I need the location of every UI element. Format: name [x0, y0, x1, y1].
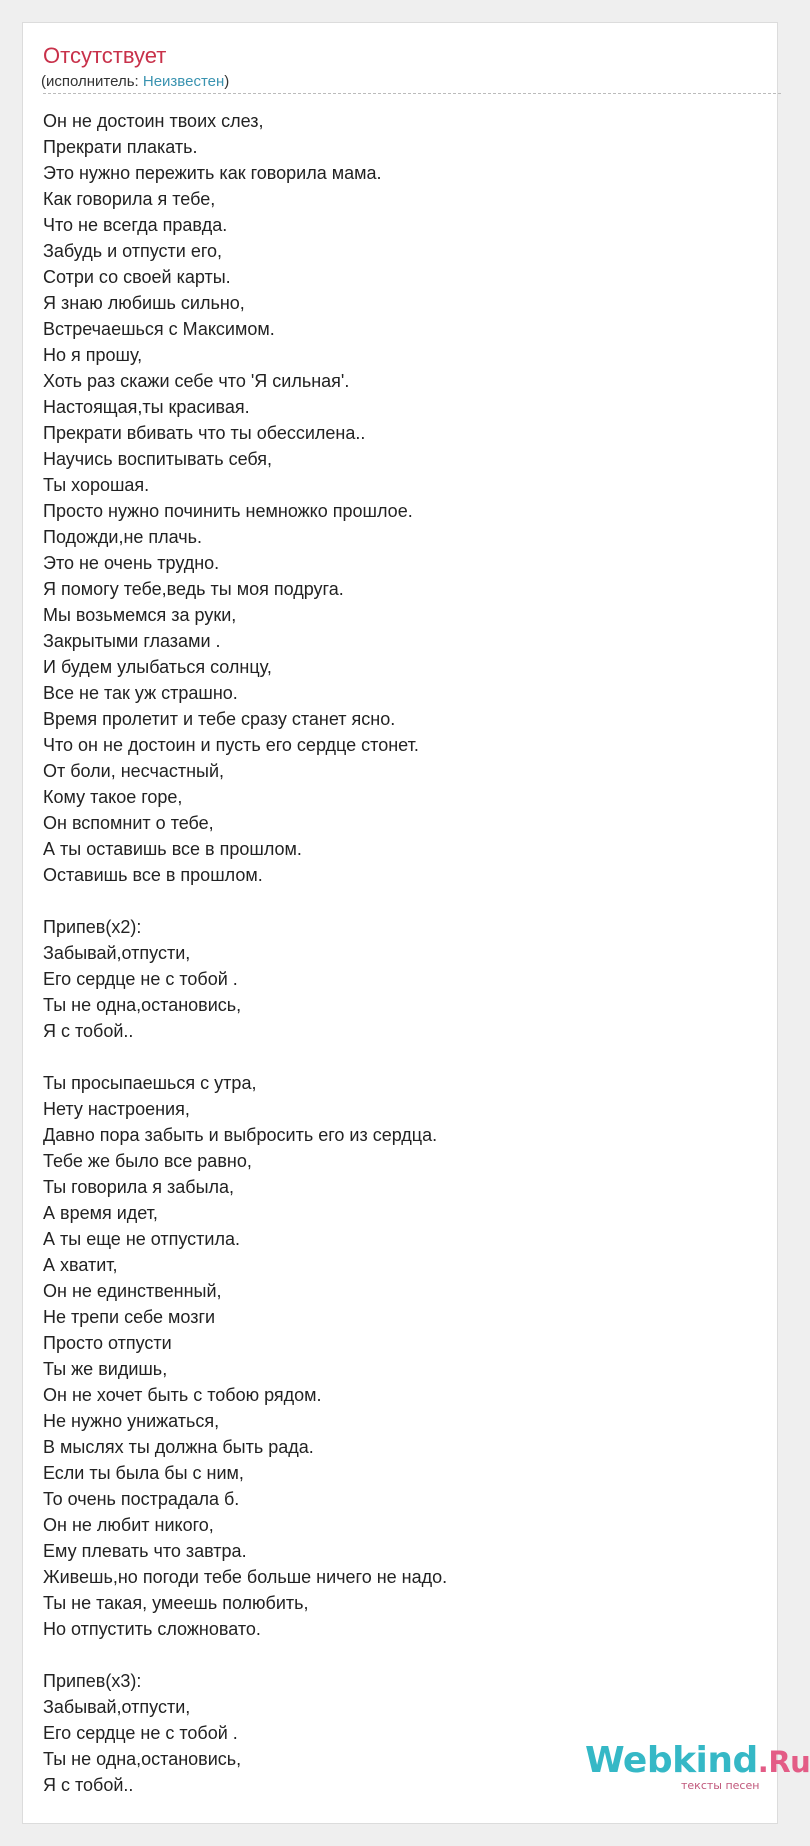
lyric-line: Я с тобой.. [43, 1775, 134, 1795]
lyric-line: Тебе же было все равно, [43, 1151, 252, 1171]
lyric-line: А ты еще не отпустила. [43, 1229, 240, 1249]
lyrics-stanza [43, 914, 743, 1044]
lyric-line: Я помогу тебе,ведь ты моя подруга. [43, 579, 344, 599]
song-title: Отсутствует [43, 43, 167, 68]
lyric-line: Просто отпусти [43, 1333, 172, 1353]
lyric-line: Хоть раз скажи себе что 'Я сильная'. [43, 371, 350, 391]
lyric-line: Он не хочет быть с тобою рядом. [43, 1385, 322, 1405]
lyric-line: Не нужно унижаться, [43, 1411, 220, 1431]
lyrics-stanza [43, 108, 743, 888]
lyrics-stanza [43, 1070, 743, 1642]
lyric-line: Забывай,отпусти, [43, 1697, 191, 1717]
lyric-line: Время пролетит и тебе сразу станет ясно. [43, 709, 396, 729]
lyric-line: А время идет, [43, 1203, 158, 1223]
lyric-line: Ты не одна,остановись, [43, 995, 242, 1015]
lyric-line: Кому такое горе, [43, 787, 183, 807]
lyric-line: Научись воспитывать себя, [43, 449, 273, 469]
lyric-line: Ты же видишь, [43, 1359, 168, 1379]
artist-line [41, 74, 229, 89]
logo-wordmark [585, 1741, 810, 1782]
logo-brand: Webkind [585, 1740, 758, 1781]
lyrics-card [22, 22, 810, 1824]
lyric-line: А хватит, [43, 1255, 118, 1275]
lyric-line: Я знаю любишь сильно, [43, 293, 245, 313]
lyric-line: Он вспомнит о тебе, [43, 813, 214, 833]
lyric-line: Давно пора забыть и выбросить его из сердца. [43, 1125, 438, 1145]
lyric-line: Но отпустить сложновато. [43, 1619, 261, 1639]
lyric-line: Он не достоин твоих слез, [43, 111, 264, 131]
lyric-line: Ты не такая, умеешь полюбить, [43, 1593, 309, 1613]
lyric-line: Мы возьмемся за руки, [43, 605, 237, 625]
lyric-line: Что он не достоин и пусть его сердце стонет. [43, 735, 419, 755]
lyric-line: А ты оставишь все в прошлом. [43, 839, 302, 859]
logo-tagline: тексты песен [681, 1779, 760, 1792]
lyric-line: Встречаешься с Максимом. [43, 319, 275, 339]
lyric-line: В мыслях ты должна быть рада. [43, 1437, 314, 1457]
lyric-line: Нету настроения, [43, 1099, 190, 1119]
lyric-line: Живешь,но погоди тебе больше ничего не надо. [43, 1567, 448, 1587]
lyric-line: Забывай,отпусти, [43, 943, 191, 963]
artist-suffix: ) [224, 73, 230, 90]
lyric-line: То очень пострадала б. [43, 1489, 240, 1509]
lyric-line: Что не всегда правда. [43, 215, 228, 235]
lyric-line: Все не так уж страшно. [43, 683, 238, 703]
lyric-line: Он не любит никого, [43, 1515, 214, 1535]
lyric-line: Припев(x3): [43, 1671, 142, 1691]
lyric-line: Ты не одна,остановись, [43, 1749, 242, 1769]
lyric-line: Но я прошу, [43, 345, 143, 365]
lyric-line: Закрытыми глазами . [43, 631, 221, 651]
lyric-line: Подожди,не плачь. [43, 527, 203, 547]
logo-domain: .Ru [757, 1745, 810, 1779]
lyric-line: Сотри со своей карты. [43, 267, 231, 287]
lyric-line: Он не единственный, [43, 1281, 222, 1301]
lyric-line: Оставишь все в прошлом. [43, 865, 263, 885]
lyric-line: Как говорила я тебе, [43, 189, 216, 209]
title-divider [43, 93, 781, 94]
artist-link[interactable]: Неизвестен [142, 73, 225, 90]
lyric-line: Просто нужно починить немножко прошлое. [43, 501, 413, 521]
lyric-line: Это нужно пережить как говорила мама. [43, 163, 382, 183]
lyric-line: Его сердце не с тобой . [43, 1723, 238, 1743]
lyric-line: Настоящая,ты красивая. [43, 397, 250, 417]
lyric-line: Если ты была бы с ним, [43, 1463, 244, 1483]
lyric-line: И будем улыбаться солнцу, [43, 657, 272, 677]
lyric-line: Это не очень трудно. [43, 553, 220, 573]
webkind-logo[interactable] [585, 1740, 810, 1793]
lyric-line: Я с тобой.. [43, 1021, 134, 1041]
lyric-line: Припев(x2): [43, 917, 142, 937]
lyric-line: Забудь и отпусти его, [43, 241, 223, 261]
lyric-line: Прекрати плакать. [43, 137, 198, 157]
lyric-line: Не трепи себе мозги [43, 1307, 216, 1327]
lyric-line: От боли, несчастный, [43, 761, 225, 781]
lyrics-text [43, 108, 743, 1798]
lyric-line: Ты хорошая. [43, 475, 150, 495]
lyric-line: Ты говорила я забыла, [43, 1177, 235, 1197]
lyric-line: Ему плевать что завтра. [43, 1541, 247, 1561]
lyric-line: Ты просыпаешься с утра, [43, 1073, 257, 1093]
artist-prefix: (исполнитель: [41, 73, 143, 90]
lyric-line: Его сердце не с тобой . [43, 969, 238, 989]
lyric-line: Прекрати вбивать что ты обессилена.. [43, 423, 366, 443]
